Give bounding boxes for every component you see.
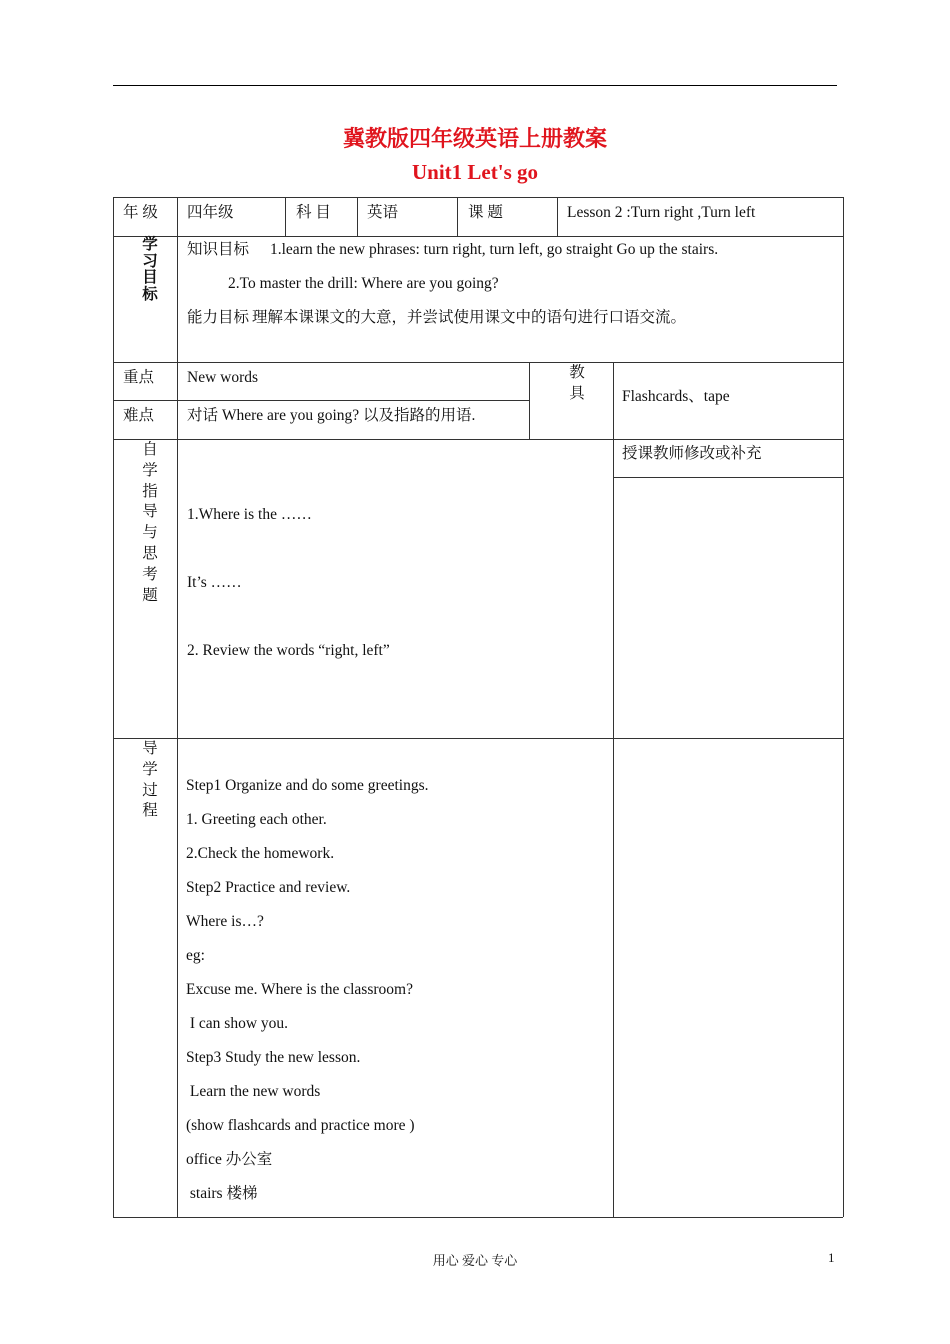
- process-line: Where is…?: [186, 913, 264, 930]
- teaching-tools-value: Flashcards、tape: [622, 388, 730, 405]
- process-line: 2.Check the homework.: [186, 845, 335, 862]
- process-line: Step2 Practice and review.: [186, 879, 351, 896]
- topic-label: 课 题: [468, 204, 503, 221]
- teaching-tools-label: 教 具: [569, 364, 585, 402]
- self-study-line: 1.Where is the ……: [187, 506, 312, 523]
- header-rule: [113, 85, 837, 86]
- ability-objective-text: 理解本课课文的大意，并尝试使用课文中的语句进行口语交流。: [252, 309, 687, 326]
- process-line: Step1 Organize and do some greetings.: [186, 777, 429, 794]
- teacher-note-label: 授课教师修改或补充: [622, 445, 762, 462]
- self-study-line: It’s ……: [187, 574, 242, 591]
- process-line: office 办公室: [186, 1151, 273, 1168]
- key-point-label: 重点: [123, 369, 155, 386]
- document-title: 冀教版四年级英语上册教案: [342, 126, 607, 151]
- ability-objective-label: 能力目标: [187, 309, 250, 326]
- process-line: 1. Greeting each other.: [186, 811, 327, 828]
- topic-value: Lesson 2 :Turn right ,Turn left: [567, 204, 756, 221]
- subject-value: 英语: [367, 204, 399, 221]
- self-study-label: 自 学 指 导 与 思 考 题: [142, 441, 158, 604]
- process-line: Step3 Study the new lesson.: [186, 1049, 361, 1066]
- self-study-line: 2. Review the words “right, left”: [187, 642, 390, 659]
- process-line: I can show you.: [186, 1015, 289, 1032]
- document-subtitle: Unit1 Let's go: [412, 160, 538, 184]
- page-number: 1: [828, 1250, 835, 1265]
- process-line: Excuse me. Where is the classroom?: [186, 981, 413, 998]
- process-line: (show flashcards and practice more ): [186, 1117, 415, 1134]
- key-point-value: New words: [187, 369, 259, 386]
- difficult-point-value: 对话 Where are you going? 以及指路的用语.: [187, 407, 476, 424]
- grade-label: 年 级: [123, 204, 158, 221]
- process-line: eg:: [186, 947, 205, 964]
- grade-value: 四年级: [187, 204, 234, 221]
- knowledge-objective-2: 2.To master the drill: Where are you going?: [228, 275, 499, 292]
- process-line: Learn the new words: [186, 1083, 321, 1100]
- subject-label: 科 目: [296, 204, 331, 221]
- process-label: 导 学 过 程: [142, 740, 158, 820]
- difficult-point-label: 难点: [123, 407, 155, 424]
- process-line: stairs 楼梯: [186, 1185, 258, 1202]
- page-footer: 用心 爱心 专心: [432, 1253, 518, 1268]
- objectives-label: 学 习 目 标: [142, 236, 158, 303]
- knowledge-objective-1: 1.learn the new phrases: turn right, turn left, go straight Go up the stairs.: [270, 241, 719, 258]
- knowledge-objective-label: 知识目标: [187, 241, 250, 258]
